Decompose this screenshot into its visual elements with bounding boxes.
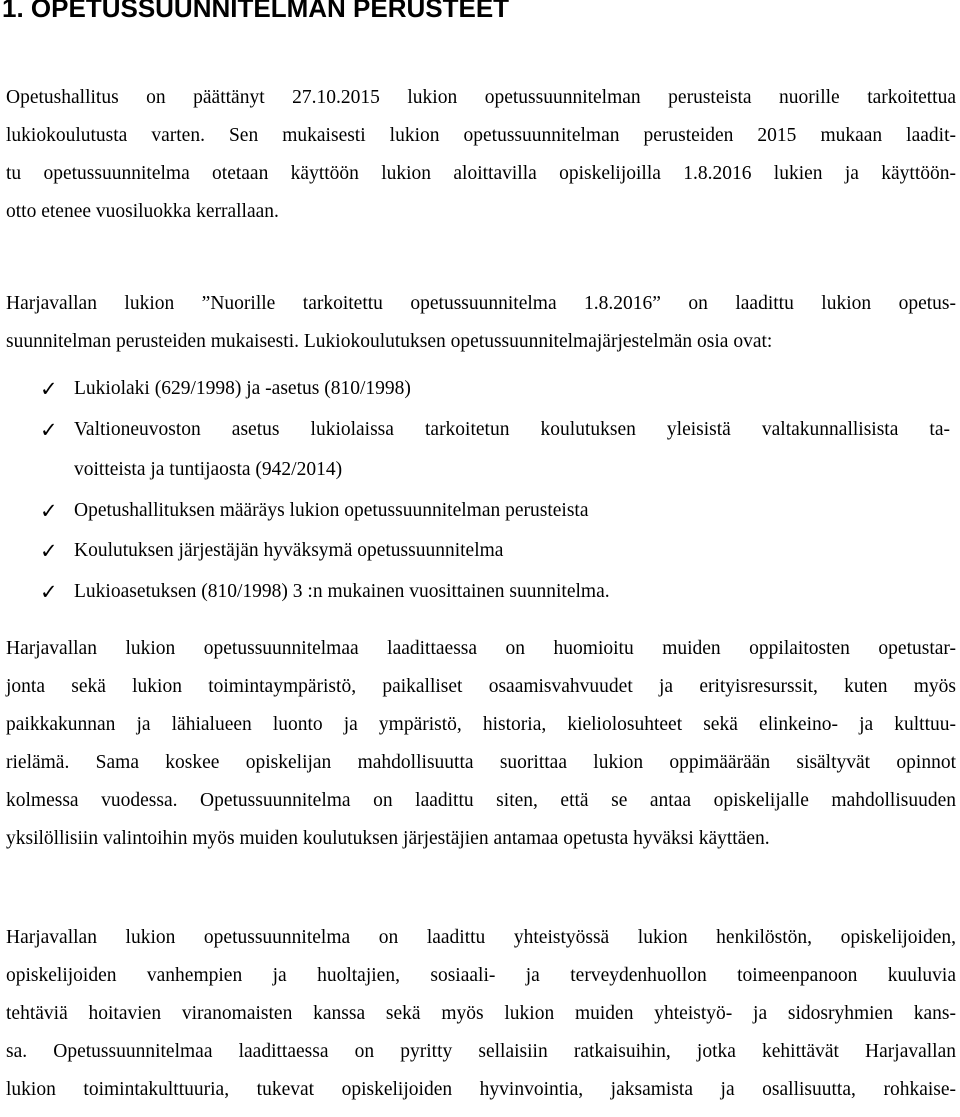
text-line: tu opetussuunnitelma otetaan käyttöön lukion aloittavilla opiskelijoilla 1.8.2016 lukien ja käyttöön- — [6, 163, 956, 184]
text-line: paikkakunnan ja lähialueen luonto ja ympäristö, historia, kieliolosuhteet sekä elinkeino- ja kulttuu- — [6, 714, 956, 735]
checkmark-icon: ✓ — [40, 498, 58, 523]
checklist-item-text: Lukioasetuksen (810/1998) 3 :n mukainen vuosittainen suunnitelma. — [74, 580, 610, 602]
text-line: Harjavallan lukion opetussuunnitelmaa laadittaessa on huomioitu muiden oppilaitosten opetustar- — [6, 638, 956, 659]
paragraph-intro — [6, 79, 956, 231]
checklist-item-text: Valtioneuvoston asetus lukiolaissa tarkoitetun koulutuksen yleisistä valtakunnallisista ta- — [74, 418, 950, 440]
text-line: lukion toimintakulttuuria, tukevat opiskelijoiden hyvinvointia, jaksamista ja osallisuutta, rohkaise- — [6, 1079, 956, 1100]
checkmark-icon: ✓ — [40, 539, 58, 563]
checklist-item — [0, 369, 950, 410]
components-checklist — [0, 369, 950, 612]
text-line: suunnitelman perusteiden mukaisesti. Lukiokoulutuksen opetussuunnitelmajärjestelmän osia ovat: — [6, 331, 773, 352]
text-line: kolmessa vuodessa. Opetussuunnitelma on laadittu siten, että se antaa opiskelijalle mahdollisuuden — [6, 790, 956, 811]
text-line: otto etenee vuosiluokka kerrallaan. — [6, 201, 279, 222]
checkmark-icon: ✓ — [40, 579, 58, 604]
checklist-item — [0, 572, 950, 613]
text-line: tehtäviä hoitavien viranomaisten kanssa sekä myös lukion muiden yhteistyö- ja sidosryhmien kans- — [6, 1003, 956, 1024]
checkmark-icon: ✓ — [40, 417, 58, 442]
checklist-item-text: Lukiolaki (629/1998) ja -asetus (810/1998) — [74, 378, 411, 399]
text-line: Harjavallan lukion ”Nuorille tarkoitettu opetussuunnitelma 1.8.2016” on laadittu lukion opetus- — [6, 293, 956, 314]
paragraph-environment — [6, 630, 956, 858]
text-line: Opetushallitus on päättänyt 27.10.2015 lukion opetussuunnitelman perusteista nuorille tarkoitettua — [6, 87, 956, 108]
text-line: yksilöllisiin valintoihin myös muiden koulutuksen järjestäjien antamaa opetusta hyväksi käyttäen. — [6, 828, 770, 849]
checklist-item-text: voitteista ja tuntijaosta (942/2014) — [74, 459, 343, 480]
section-heading: 1. OPETUSSUUNNITELMAN PERUSTEET — [2, 0, 510, 23]
text-line: lukiokoulutusta varten. Sen mukaisesti lukion opetussuunnitelman perusteiden 2015 mukaan laadit- — [6, 125, 956, 146]
checklist-item-text: Opetushallituksen määräys lukion opetussuunnitelman perusteista — [74, 499, 589, 521]
checklist-item — [0, 410, 950, 491]
paragraph-cooperation — [6, 919, 956, 1109]
checklist-item-text: Koulutuksen järjestäjän hyväksymä opetussuunnitelma — [74, 540, 504, 561]
checklist-item — [0, 531, 950, 572]
text-line: sa. Opetussuunnitelmaa laadittaessa on pyritty sellaisiin ratkaisuihin, jotka kehittävät Harjavallan — [6, 1041, 956, 1062]
checklist-item — [0, 491, 950, 532]
paragraph-components — [6, 285, 956, 361]
text-line: rielämä. Sama koskee opiskelijan mahdollisuutta suorittaa lukion oppimäärään sisältyvät opinnot — [6, 752, 956, 773]
text-line: Harjavallan lukion opetussuunnitelma on laadittu yhteistyössä lukion henkilöstön, opiskelijoiden, — [6, 927, 956, 948]
text-line: jonta sekä lukion toimintaympäristö, paikalliset osaamisvahvuudet ja erityisresurssit, kuten myös — [6, 676, 956, 697]
text-line: opiskelijoiden vanhempien ja huoltajien, sosiaali- ja terveydenhuollon toimeenpanoon kuuluvia — [6, 965, 956, 986]
checkmark-icon: ✓ — [40, 377, 58, 401]
